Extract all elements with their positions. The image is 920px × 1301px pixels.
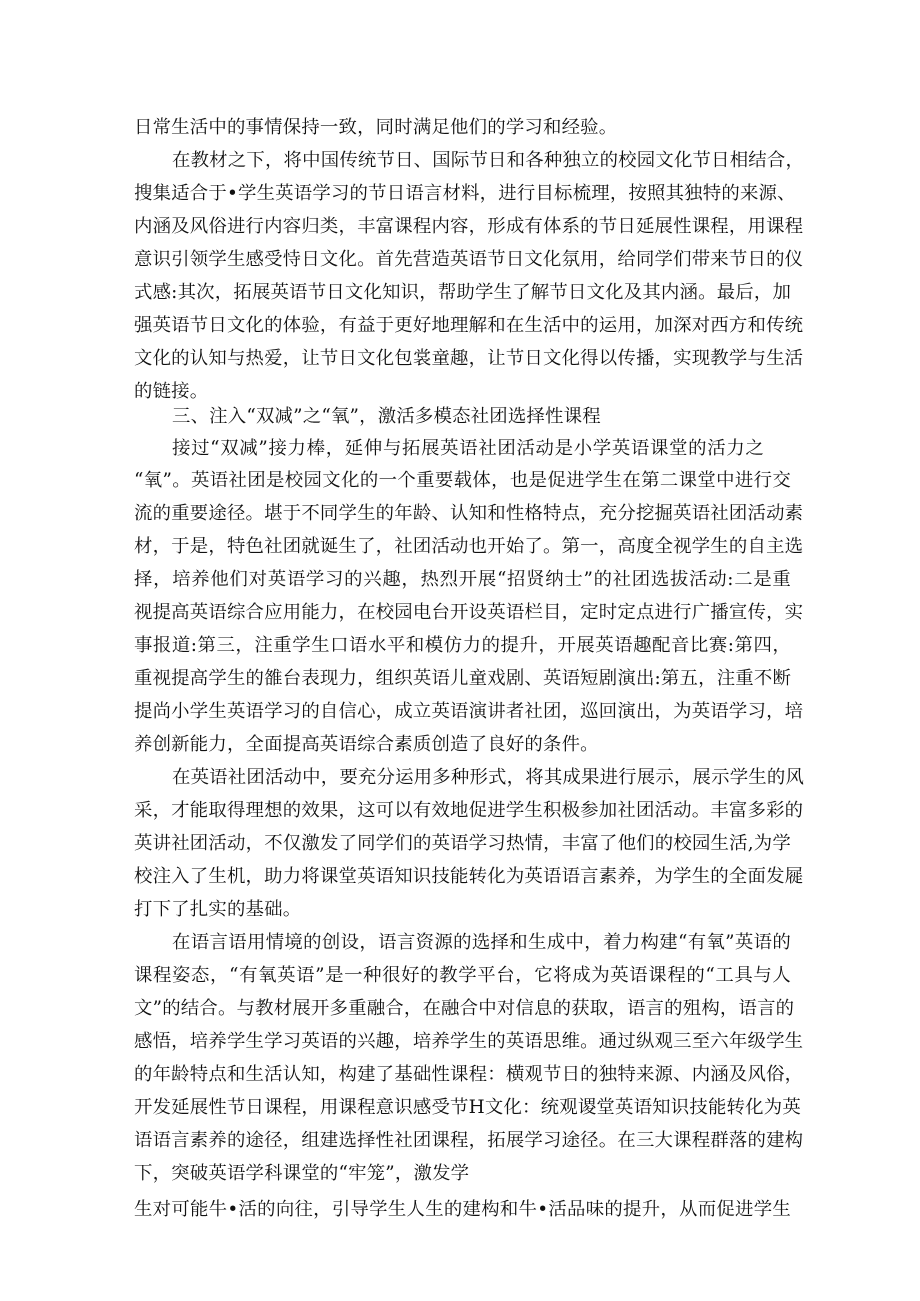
body-line: 校注入了生机，助力将课堂英语知识技能转化为英语语言素养，为学生的全面发屣	[134, 866, 804, 887]
body-line: 文”的结合。与教材展开多重融合，在融合中对信息的获取，语言的殂构，语言的	[134, 998, 795, 1019]
body-line: 英讲社团活动，不仅激发了同学们的英语学习热情，丰富了他们的校园生活,为学	[134, 833, 791, 854]
body-line: 视提高英语综合应用能力，在校园电台开设英语栏目，定时定点进行广播宣传，实	[134, 602, 804, 623]
body-line: 养创新能力，全面提高英语综合素质创造了良好的条件。	[134, 734, 599, 755]
body-line: 生对可能牛•活的向往，引导学生人生的建构和牛•活品味的提升，从而促进学生	[134, 1199, 791, 1220]
body-line: 强英语节日文化的体验，有益于更好地理解和在生活中的运用，加深对西方和传统	[134, 315, 804, 336]
body-line: 开发延展性节日课程，用课程意识感受节H文化：统观谡堂英语知识技能转化为英	[134, 1097, 801, 1118]
body-line: “氧”。英语社团是校园文化的一个重要载体，也是促进学生在第二课堂中进行交	[134, 470, 791, 491]
body-line: 文化的认知与热爱，让节日文化包裳童趣，让节日文化得以传播，实现教学与生活	[134, 348, 804, 369]
body-line: 意识引领学生感受恃日文化。首先营造英语节日文化氛用，给同学们带来节日的仪	[134, 249, 804, 270]
body-line: 重视提高学生的雒台表现力，组织英语儿童戏剧、英语短剧演出:第五，注重不断	[134, 668, 792, 689]
body-line: 课程姿态，“有氧英语”是一种很好的教学平台，它将成为英语课程的“工具与人	[134, 965, 791, 986]
body-line: 感悟，培养学生学习英语的兴趣，培养学生的英语思维。通过纵观三至六年级学生	[134, 1031, 804, 1052]
body-line: 内涵及风俗进行内容归类，丰富课程内容，形成有体系的节日延展性课程，用课程	[134, 216, 804, 237]
body-line: 接过“双减”接力棒，延伸与拓展英语社团活动是小学英语课堂的活力之	[172, 438, 764, 459]
body-line: 流的重要途径。堪于不同学生的年龄、认知和性格特点，充分挖掘英语社团活动素	[134, 503, 804, 524]
body-line: 语语言素养的途径，组建选择性社团课程，拓展学习途径。在三大课程群落的建构	[134, 1130, 804, 1151]
body-line: 在语言语用情境的创设，语言资源的选择和生成中，着力构建“有氧”英语的	[172, 932, 791, 953]
body-line: 择，培养他们对英语学习的兴趣，热烈开展“招贤纳士”的社团选拔活动:二是重	[134, 569, 791, 590]
body-line: 下，突破英语学科课堂的“牢笼”，激发学	[134, 1163, 470, 1184]
body-line: 提尚小学生英语学习的自信心，成立英语演讲者社团，巡回演出，为英语学习，培	[134, 701, 804, 722]
body-line: 在英语社团活动中，要充分运用多种形式，将其成果进行展示，展示学生的风	[172, 767, 805, 788]
body-line: 的链接。	[134, 381, 209, 402]
body-line: 采，才能取得理想的效果，这可以有效地促进学生积极参加社团活动。丰富多彩的	[134, 800, 804, 821]
body-line: 事报道:第三，注重学生口语水平和模仿力的提升，开展英语趣配音比赛:第四，	[134, 635, 791, 656]
body-line: 日常生活中的事情保持一致，同时满足他们的学习和经验。	[134, 117, 618, 138]
body-line: 的年龄特点和生活认知，构建了基础性课程：横观节日的独特来源、内涵及风俗，	[134, 1064, 804, 1085]
body-line: 搜集适合于•学生英语学习的节日语言材料，进行目标梳理，按照其独特的来源、	[134, 183, 796, 204]
section-heading: 三、注入“双减”之“氧”，激活多模态社团选择性课程	[172, 406, 601, 427]
body-line: 材，于是，特色社团就诞生了，社团活动也开始了。第一，高度全视学生的自主选	[134, 536, 804, 557]
body-line: 打下了扎实的基础。	[134, 899, 302, 920]
body-line: 式感:其次，拓展英语节日文化知识，帮助学生了解节日文化及其内涵。最后，加	[134, 282, 792, 303]
body-line: 在教材之下，将中国传统节日、国际节日和各种独立的校园文化节日相结合，	[172, 150, 805, 171]
